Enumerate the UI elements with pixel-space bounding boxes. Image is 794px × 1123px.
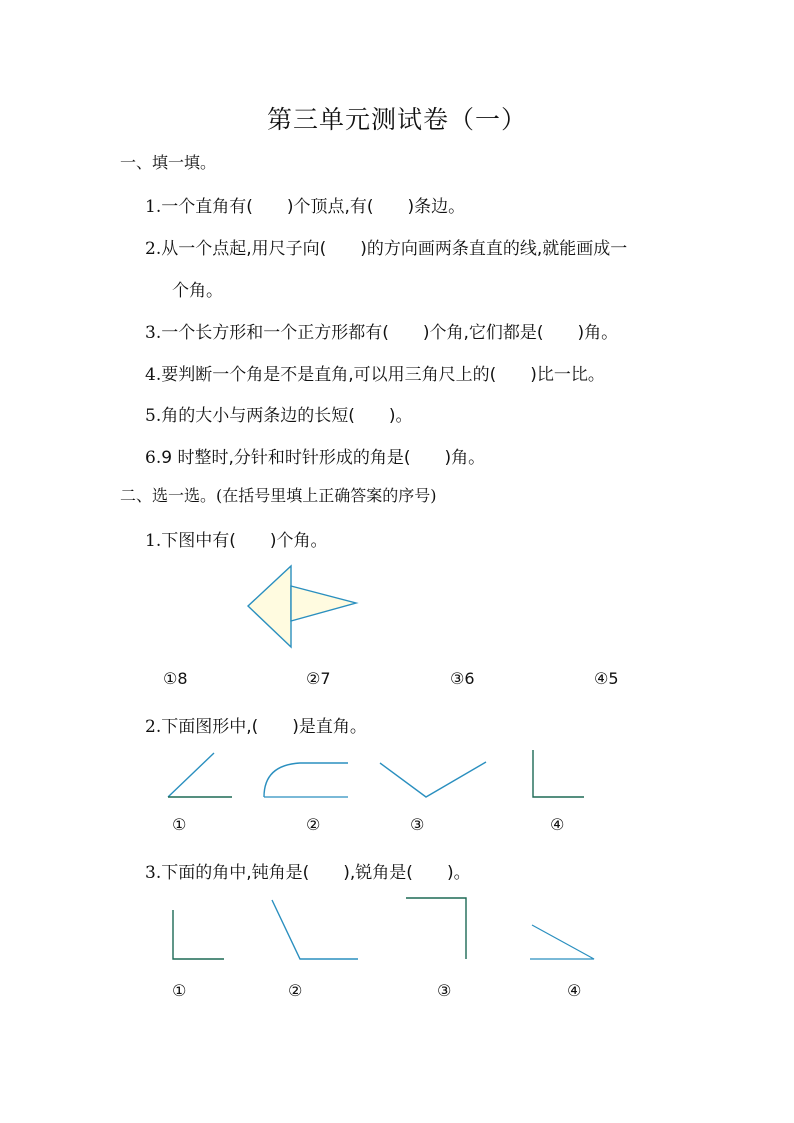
choice-question-1 (145, 526, 328, 551)
item-text: 下面的角中,钝角是( ),锐角是( )。 (161, 863, 471, 883)
option-1: ①8 (163, 669, 188, 688)
item-number: 2. (145, 239, 162, 259)
option-2: ②7 (306, 669, 331, 688)
curved-figure (264, 763, 348, 797)
fill-item-1 (145, 192, 465, 217)
item-number: 5. (145, 406, 162, 426)
fill-item-6 (145, 443, 485, 468)
right-angle-figure (533, 750, 584, 797)
fill-item-3 (145, 318, 618, 343)
item-text: 角的大小与两条边的长短( )。 (161, 406, 413, 426)
q3-label-2: ② (288, 981, 303, 1000)
arrow-figure (240, 560, 370, 655)
right-angle-figure (173, 910, 224, 959)
q2-label-3: ③ (410, 815, 425, 834)
choice-question-3 (145, 858, 471, 883)
fill-item-2-continuation: 个角。 (172, 281, 223, 301)
item-number: 6. (145, 448, 162, 468)
item-number: 1. (145, 531, 162, 551)
q2-label-1: ① (172, 815, 187, 834)
item-number: 4. (145, 365, 162, 385)
option-4: ④5 (594, 669, 619, 688)
q3-label-1: ① (172, 981, 187, 1000)
q2-label-2: ② (306, 815, 321, 834)
q3-label-3: ③ (437, 981, 452, 1000)
arrow-head-triangle (248, 566, 291, 647)
item-number: 2. (145, 717, 162, 737)
q2-label-4: ④ (550, 815, 565, 834)
fill-item-2 (145, 234, 627, 259)
item-number: 3. (145, 863, 162, 883)
section1-heading: 一、填一填。 (120, 153, 217, 172)
arrow-tail-triangle (291, 586, 356, 621)
item-text: 一个长方形和一个正方形都有( )个角,它们都是( )角。 (161, 323, 619, 343)
item-text: 下图中有( )个角。 (161, 531, 328, 551)
acute-angle-figure (530, 925, 594, 959)
item-text: 一个直角有( )个顶点,有( )条边。 (161, 197, 466, 217)
choice-question-2 (145, 712, 367, 737)
fill-item-4 (145, 360, 605, 385)
option-3: ③6 (450, 669, 475, 688)
item-number: 1. (145, 197, 162, 217)
item-number: 3. (145, 323, 162, 343)
item-text: 下面图形中,( )是直角。 (161, 717, 367, 737)
obtuse-angle-figure (272, 900, 358, 959)
q2-angle-figures (160, 745, 600, 805)
q3-label-4: ④ (567, 981, 582, 1000)
item-text: 要判断一个角是不是直角,可以用三角尺上的( )比一比。 (161, 365, 605, 385)
item-text: 9 时整时,分针和时针形成的角是( )角。 (161, 448, 486, 468)
fill-item-5 (145, 401, 413, 426)
q3-angle-figures (160, 893, 610, 968)
section2-heading: 二、选一选。(在括号里填上正确答案的序号) (120, 486, 437, 505)
obtuse-v-angle (380, 762, 486, 797)
item-text: 从一个点起,用尺子向( )的方向画两条直直的线,就能画成一 (161, 239, 628, 259)
page-title: 第三单元测试卷（一） (266, 105, 527, 134)
right-angle-figure-2 (406, 898, 466, 959)
acute-angle-ray (168, 753, 214, 797)
